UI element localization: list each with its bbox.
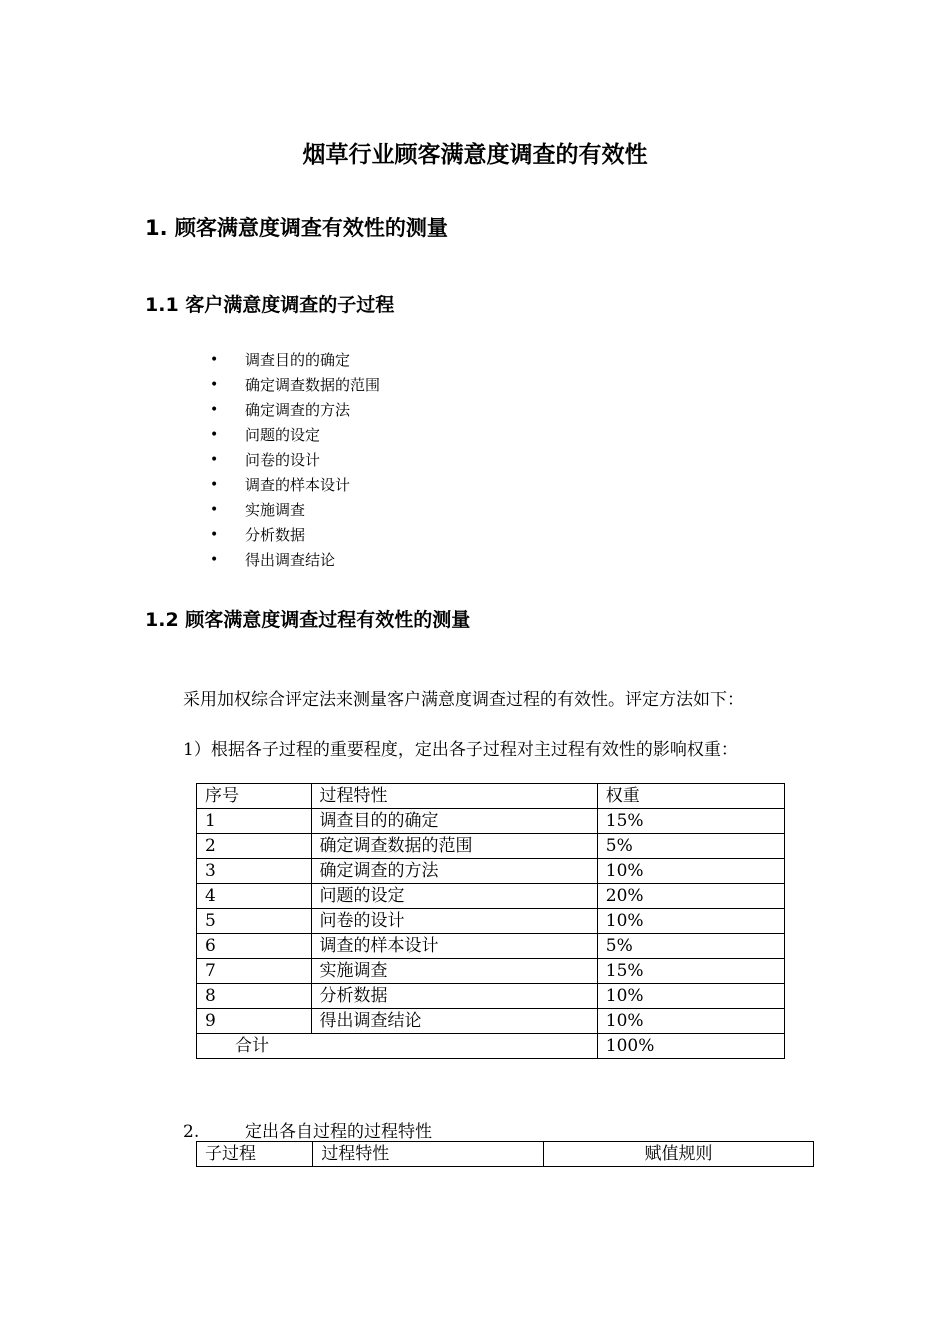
cell-index: 9 <box>197 1009 312 1034</box>
total-value: 100% <box>597 1034 784 1059</box>
bullet-icon: • <box>210 402 219 418</box>
bullet-icon: • <box>210 527 219 543</box>
table-row <box>197 984 785 1009</box>
cell-weight: 10% <box>597 1009 784 1034</box>
cell-index: 8 <box>197 984 312 1009</box>
table-row <box>197 884 785 909</box>
header-cell-subprocess: 子过程 <box>197 1142 313 1167</box>
cell-characteristic: 确定调查数据的范围 <box>311 834 597 859</box>
table-row <box>197 809 785 834</box>
list-item <box>210 523 380 548</box>
header-cell-index: 序号 <box>197 784 312 809</box>
cell-index: 4 <box>197 884 312 909</box>
cell-characteristic: 调查目的的确定 <box>311 809 597 834</box>
cell-characteristic: 确定调查的方法 <box>311 859 597 884</box>
subprocess-list <box>210 348 380 573</box>
cell-index: 2 <box>197 834 312 859</box>
table-header-row <box>197 1142 814 1167</box>
table-total-row <box>197 1034 785 1059</box>
cell-weight: 15% <box>597 809 784 834</box>
cell-index: 7 <box>197 959 312 984</box>
cell-characteristic: 分析数据 <box>311 984 597 1009</box>
step-2-line <box>183 1117 432 1142</box>
bullet-icon: • <box>210 502 219 518</box>
cell-weight: 15% <box>597 959 784 984</box>
cell-index: 1 <box>197 809 312 834</box>
header-cell-characteristic: 过程特性 <box>313 1142 544 1167</box>
table-row <box>197 834 785 859</box>
table-row <box>197 859 785 884</box>
total-label: 合计 <box>197 1034 598 1059</box>
list-item <box>210 423 380 448</box>
bullet-icon: • <box>210 452 219 468</box>
bullet-icon: • <box>210 377 219 393</box>
weights-table <box>196 783 785 1059</box>
table-row <box>197 959 785 984</box>
cell-weight: 10% <box>597 984 784 1009</box>
step-2-text: 定出各自过程的过程特性 <box>245 1122 432 1142</box>
table-header-row <box>197 784 785 809</box>
cell-characteristic: 问卷的设计 <box>311 909 597 934</box>
list-item-text: 确定调查的方法 <box>245 401 351 419</box>
header-cell-characteristic: 过程特性 <box>311 784 597 809</box>
section-1-2-heading: 1.2 顾客满意度调查过程有效性的测量 <box>145 609 471 631</box>
document-title: 烟草行业顾客满意度调查的有效性 <box>302 142 648 168</box>
table-row <box>197 1009 785 1034</box>
cell-weight: 10% <box>597 909 784 934</box>
list-item <box>210 398 380 423</box>
table-row <box>197 909 785 934</box>
list-item-text: 调查的样本设计 <box>245 476 351 494</box>
list-item-text: 确定调查数据的范围 <box>245 376 381 394</box>
bullet-icon: • <box>210 427 219 443</box>
cell-index: 6 <box>197 934 312 959</box>
list-item-text: 实施调查 <box>245 501 306 519</box>
cell-index: 3 <box>197 859 312 884</box>
list-item <box>210 498 380 523</box>
table-row <box>197 934 785 959</box>
list-item <box>210 548 380 573</box>
list-item <box>210 448 380 473</box>
bullet-icon: • <box>210 352 219 368</box>
cell-weight: 5% <box>597 934 784 959</box>
list-item <box>210 373 380 398</box>
list-item-text: 问题的设定 <box>245 426 321 444</box>
cell-characteristic: 调查的样本设计 <box>311 934 597 959</box>
section-1-1-heading: 1.1 客户满意度调查的子过程 <box>145 294 395 316</box>
section-1-heading: 1. 顾客满意度调查有效性的测量 <box>145 216 448 240</box>
cell-weight: 5% <box>597 834 784 859</box>
cell-characteristic: 实施调查 <box>311 959 597 984</box>
list-item <box>210 348 380 373</box>
cell-characteristic: 问题的设定 <box>311 884 597 909</box>
cell-weight: 20% <box>597 884 784 909</box>
characteristics-table <box>196 1141 814 1167</box>
header-cell-scoring-rule: 赋值规则 <box>543 1142 813 1167</box>
list-item-text: 调查目的的确定 <box>245 351 351 369</box>
list-item-text: 得出调查结论 <box>245 551 336 569</box>
step-1-paragraph: 1）根据各子过程的重要程度，定出各子过程对主过程有效性的影响权重： <box>183 740 738 760</box>
cell-index: 5 <box>197 909 312 934</box>
list-item-text: 分析数据 <box>245 526 306 544</box>
header-cell-weight: 权重 <box>597 784 784 809</box>
list-item <box>210 473 380 498</box>
list-item-text: 问卷的设计 <box>245 451 321 469</box>
step-2-number: 2. <box>183 1122 200 1142</box>
method-paragraph: 采用加权综合评定法来测量客户满意度调查过程的有效性。评定方法如下： <box>183 690 744 710</box>
cell-characteristic: 得出调查结论 <box>311 1009 597 1034</box>
bullet-icon: • <box>210 552 219 568</box>
bullet-icon: • <box>210 477 219 493</box>
cell-weight: 10% <box>597 859 784 884</box>
